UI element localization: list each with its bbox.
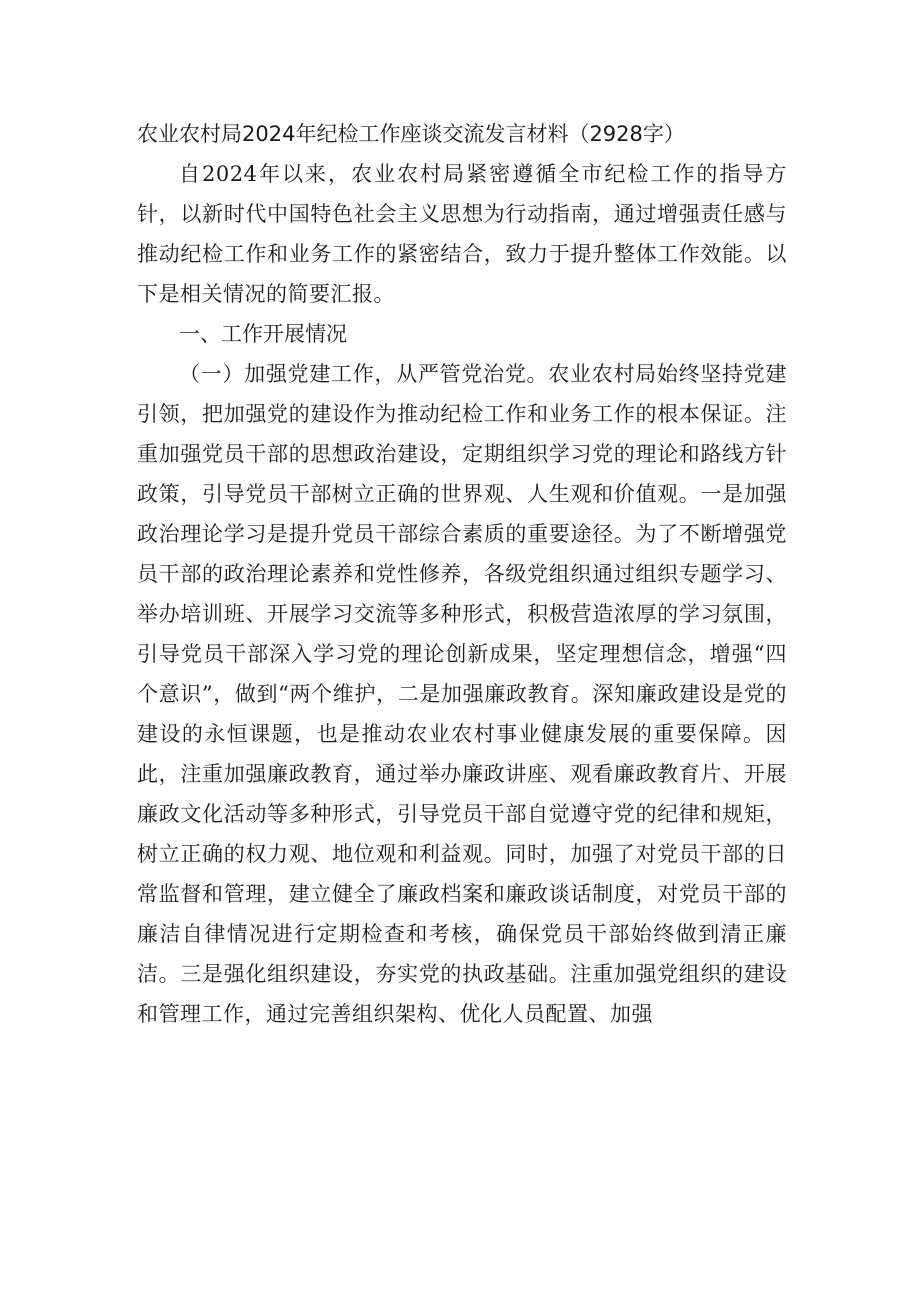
section-heading: 一、工作开展情况 — [179, 322, 347, 346]
document-body — [137, 118, 787, 1034]
document-title: 农业农村局2024年纪检工作座谈交流发言材料（2928字） — [137, 122, 685, 146]
section-paragraph: （一）加强党建工作，从严管党治党。农业农村局始终坚持党建引领，把加强党的建设作为推动纪检工作和业务工作的根本保证。注重加强党员干部的思想政治建设，定期组织学习党的理论和路线方针政策，引导党员干部树立正确的世界观、人生观和价值观。一是加强政治理论学习是提升党员干部综合素质的重要途径。为了不断增强党员干部的政治理论素养和党性修养，各级党组织通过组织专题学习、举办培训班、开展学习交流等多种形式，积极营造浓厚的学习氛围，引导党员干部深入学习党的理论创新成果，坚定理想信念，增强“四个意识”，做到“两个维护，二是加强廉政教育。深知廉政建设是党的建设的永恒课题，也是推动农业农村事业健康发展的重要保障。因此，注重加强廉政教育，通过举办廉政讲座、观看廉政教育片、开展廉政文化活动等多种形式，引导党员干部自觉遵守党的纪律和规矩，树立正确的权力观、地位观和利益观。同时，加强了对党员干部的日常监督和管理，建立健全了廉政档案和廉政谈话制度，对党员干部的廉洁自律情况进行定期检查和考核，确保党员干部始终做到清正廉洁。三是强化组织建设，夯实党的执政基础。注重加强党组织的建设和管理工作，通过完善组织架构、优化人员配置、加强 — [137, 362, 787, 1026]
intro-paragraph: 自2024年以来，农业农村局紧密遵循全市纪检工作的指导方针，以新时代中国特色社会主义思想为行动指南，通过增强责任感与推动纪检工作和业务工作的紧密结合，致力于提升整体工作效能。以下是相关情况的简要汇报。 — [137, 162, 787, 306]
